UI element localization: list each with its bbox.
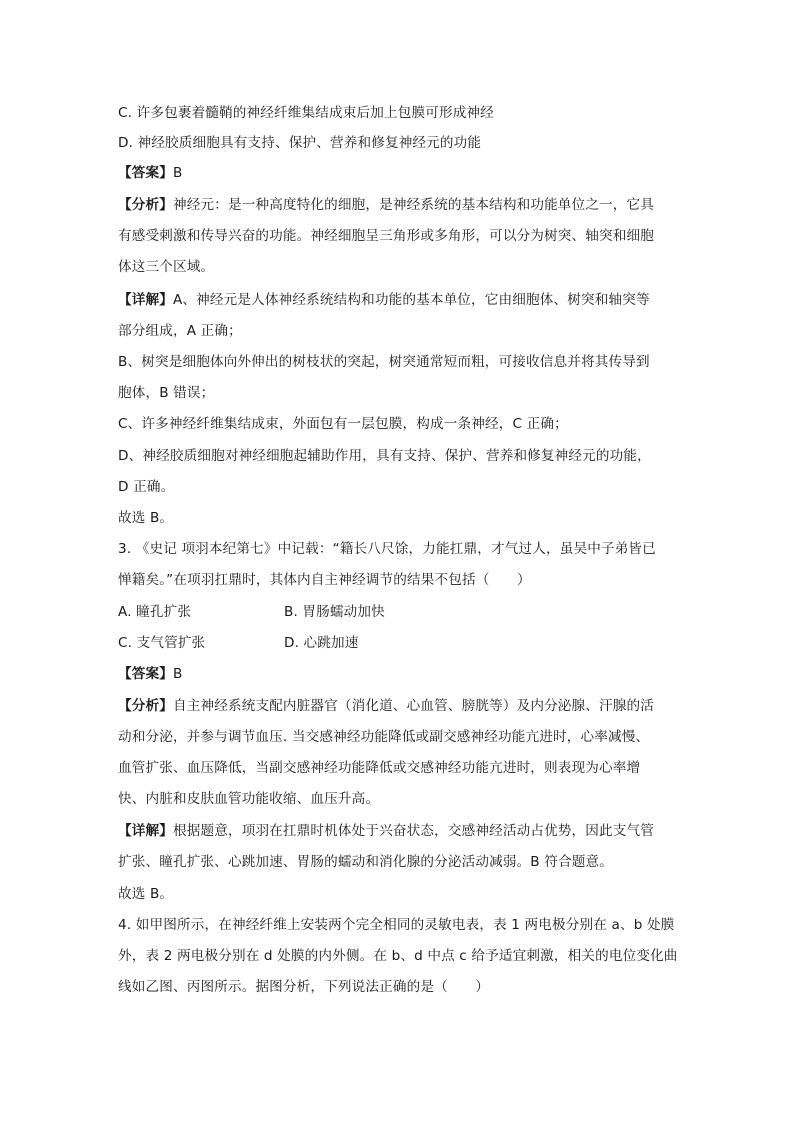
q2-detail-line-7: D 正确。: [118, 479, 175, 495]
q4-stem-line-1: 4. 如甲图所示，在神经纤维上安装两个完全相同的灵敏电表，表 1 两电极分别在 a、b 处膜: [118, 917, 675, 933]
q3-detail-line-2: 扩张、瞳孔扩张、心跳加速、胃肠的蠕动和消化腺的分泌活动减弱。B 符合题意。: [118, 854, 613, 870]
q3-option-a: A. 瞳孔扩张: [118, 604, 192, 620]
q3-stem-line-1: 3. 《史记 项羽本纪第七》中记载：“籍长八尺馀，力能扛鼎，才气过人，虽吴中子弟皆已: [118, 541, 656, 557]
analysis-text: 神经元：是一种高度特化的细胞，是神经系统的基本结构和功能单位之一，它具: [172, 197, 655, 213]
q3-detail-line-1: [118, 822, 654, 840]
q3-stem-line-2: 惮籍矣。”在项羽扛鼎时，其体内自主神经调节的结果不包括（ ）: [118, 572, 531, 588]
q2-analysis-line-2: 有感受刺激和传导兴奋的功能。神经细胞呈三角形或多角形，可以分为树突、轴突和细胞: [118, 228, 655, 244]
q2-analysis-line-3: 体这三个区域。: [118, 259, 215, 275]
analysis-tag: 【分析】: [118, 698, 173, 714]
q3-options-row-1: [118, 603, 385, 621]
q4-stem-line-2: 外，表 2 两电极分别在 d 处膜的内外侧。在 b、d 中点 c 给予适宜刺激，相关的电位变化曲: [118, 948, 678, 964]
q2-conclusion: 故选 B。: [118, 510, 174, 526]
q3-analysis-line-3: 血管扩张、血压降低，当副交感神经功能降低或交感神经功能亢进时，则表现为心率增: [118, 760, 641, 776]
answer-value: B: [172, 666, 183, 682]
q3-options-row-2: [118, 634, 359, 652]
q2-detail-line-3: B、树突是细胞体向外伸出的树枝状的突起，树突通常短而粗，可接收信息并将其传导到: [118, 354, 650, 370]
q3-option-c: C. 支气管扩张: [118, 635, 206, 651]
q3-option-b: B. 胃肠蠕动加快: [284, 604, 385, 620]
q2-option-d: D. 神经胶质细胞具有支持、保护、营养和修复神经元的功能: [118, 135, 482, 151]
q3-answer: [118, 665, 182, 683]
detail-text: 根据题意，项羽在扛鼎时机体处于兴奋状态，交感神经活动占优势，因此支气管: [172, 823, 655, 839]
q2-detail-line-4: 胞体，B 错误；: [118, 385, 215, 401]
q3-analysis-line-1: [118, 697, 654, 715]
q3-analysis-line-2: 动和分泌，并参与调节血压. 当交感神经功能降低或副交感神经功能亢进时，心率减慢、: [118, 729, 650, 745]
detail-tag: 【详解】: [118, 292, 173, 308]
answer-tag: 【答案】: [118, 165, 173, 181]
detail-text: A、神经元是人体神经系统结构和功能的基本单位，它由细胞体、树突和轴突等: [172, 292, 650, 308]
analysis-text: 自主神经系统支配内脏器官（消化道、心血管、膀胱等）及内分泌腺、汗腺的活: [172, 698, 655, 714]
q2-detail-line-2: 部分组成，A 正确；: [118, 323, 242, 339]
q3-option-d: D. 心跳加速: [284, 635, 359, 651]
q2-option-c: C. 许多包裹着髓鞘的神经纤维集结成束后加上包膜可形成神经: [118, 105, 494, 121]
q3-analysis-line-4: 快、内脏和皮肤血管功能收缩、血压升高。: [118, 791, 380, 807]
q2-detail-line-6: D、神经胶质细胞对神经细胞起辅助作用，具有支持、保护、营养和修复神经元的功能，: [118, 448, 651, 464]
analysis-tag: 【分析】: [118, 197, 173, 213]
q2-analysis-line-1: [118, 196, 654, 214]
q3-conclusion: 故选 B。: [118, 886, 174, 902]
q4-stem-line-3: 线如乙图、丙图所示。据图分析，下列说法正确的是（ ）: [118, 979, 490, 995]
q2-detail-line-1: [118, 291, 650, 309]
q2-answer: [118, 164, 182, 182]
detail-tag: 【详解】: [118, 823, 173, 839]
answer-tag: 【答案】: [118, 666, 173, 682]
answer-value: B: [172, 165, 183, 181]
q2-detail-line-5: C、许多神经纤维集结成束，外面包有一层包膜，构成一条神经，C 正确；: [118, 416, 568, 432]
